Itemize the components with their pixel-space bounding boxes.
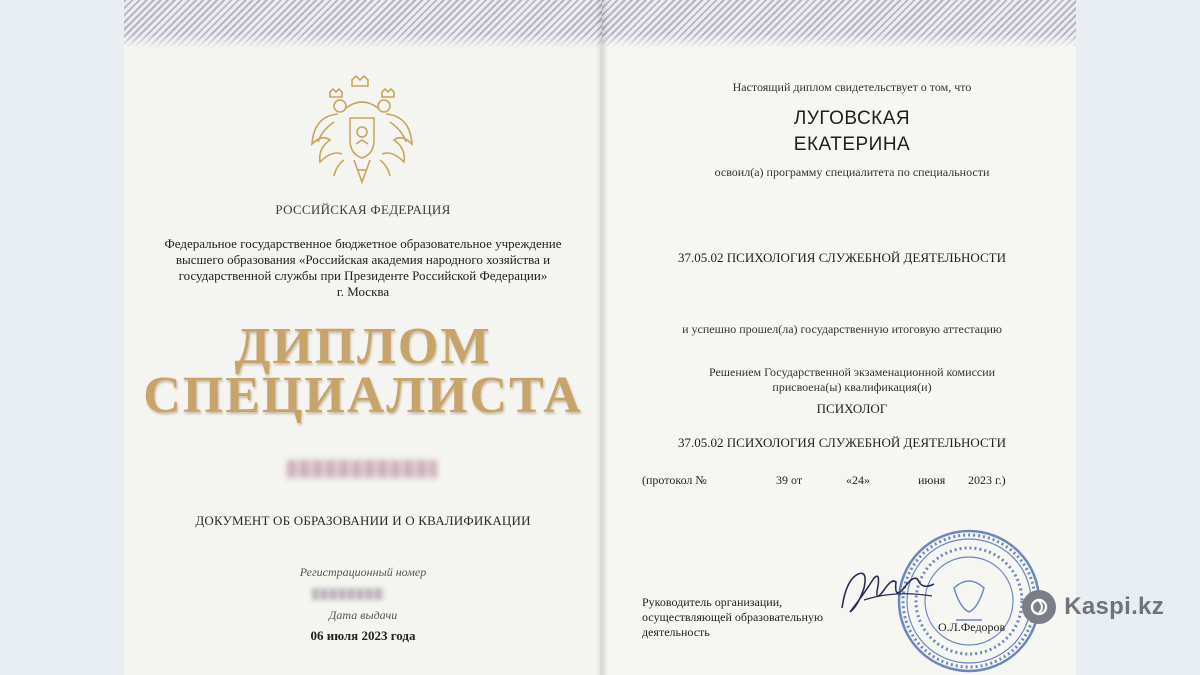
decorative-band bbox=[124, 0, 602, 48]
kaspi-watermark bbox=[1022, 590, 1164, 624]
qualification-specialty: 37.05.02 ПСИХОЛОГИЯ СЛУЖЕБНОЙ ДЕЯТЕЛЬНОСТИ bbox=[678, 435, 1006, 450]
registration-number-label: Регистрационный номер bbox=[299, 565, 427, 579]
institution-line: государственной службы при Президенте Российской Федерации» bbox=[178, 268, 548, 283]
diploma-right-page bbox=[602, 0, 1076, 675]
issue-date-label: Дата выдачи bbox=[328, 608, 398, 622]
organization-head-label bbox=[642, 595, 862, 640]
head-label-line: осуществляющей образовательную bbox=[642, 610, 823, 624]
specialty: 37.05.02 ПСИХОЛОГИЯ СЛУЖЕБНОЙ ДЕЯТЕЛЬНОСТИ bbox=[678, 250, 1006, 265]
commission-decision-line: присвоена(ы) квалификация(и) bbox=[772, 380, 932, 394]
institution-city: г. Москва bbox=[336, 284, 390, 299]
protocol-number: 39 от bbox=[776, 473, 803, 487]
protocol-month: июня bbox=[918, 473, 946, 487]
decorative-band bbox=[602, 0, 1076, 48]
protocol-year: 2023 г.) bbox=[968, 473, 1006, 487]
protocol-day: «24» bbox=[846, 473, 870, 487]
head-label-line: Руководитель организации, bbox=[642, 595, 783, 609]
graduate-surname: ЛУГОВСКАЯ bbox=[793, 108, 911, 129]
institution-line: высшего образования «Российская академия народного хозяйства и bbox=[175, 252, 551, 267]
signer-name: О.Л.Федоров bbox=[938, 620, 1006, 634]
commission-decision-line: Решением Государственной экзаменационной комиссии bbox=[708, 365, 996, 379]
book-fold-shadow bbox=[596, 0, 608, 675]
diploma-left-page bbox=[124, 0, 602, 675]
protocol-prefix: (протокол № bbox=[642, 473, 707, 487]
kaspi-logo-icon bbox=[1022, 590, 1056, 624]
qualification: ПСИХОЛОГ bbox=[816, 401, 888, 416]
commission-decision bbox=[642, 365, 1062, 395]
issue-date: 06 июля 2023 года bbox=[310, 628, 416, 643]
diploma-title: ДИПЛОМ bbox=[234, 318, 492, 375]
attestation-statement: и успешно прошел(ла) государственную итоговую аттестацию bbox=[682, 322, 1002, 336]
document-type: ДОКУМЕНТ ОБ ОБРАЗОВАНИИ И О КВАЛИФИКАЦИИ bbox=[195, 513, 531, 528]
head-label-line: деятельность bbox=[642, 625, 710, 639]
country-label: РОССИЙСКАЯ ФЕДЕРАЦИЯ bbox=[275, 202, 451, 217]
institution-name bbox=[158, 236, 568, 300]
redacted-serial-number bbox=[287, 460, 437, 478]
redacted-registration-number bbox=[312, 588, 384, 600]
program-statement: освоил(а) программу специалитета по специальности bbox=[714, 165, 990, 179]
handwritten-signature bbox=[834, 560, 944, 630]
diploma-subtitle: СПЕЦИАЛИСТА bbox=[143, 367, 583, 424]
watermark-text: Kaspi.kz bbox=[1064, 593, 1164, 620]
coat-of-arms-emblem bbox=[308, 74, 416, 190]
institution-line: Федеральное государственное бюджетное образовательное учреждение bbox=[164, 236, 562, 251]
certification-intro: Настоящий диплом свидетельствует о том, что bbox=[732, 80, 972, 94]
graduate-first-name: ЕКАТЕРИНА bbox=[793, 134, 911, 155]
